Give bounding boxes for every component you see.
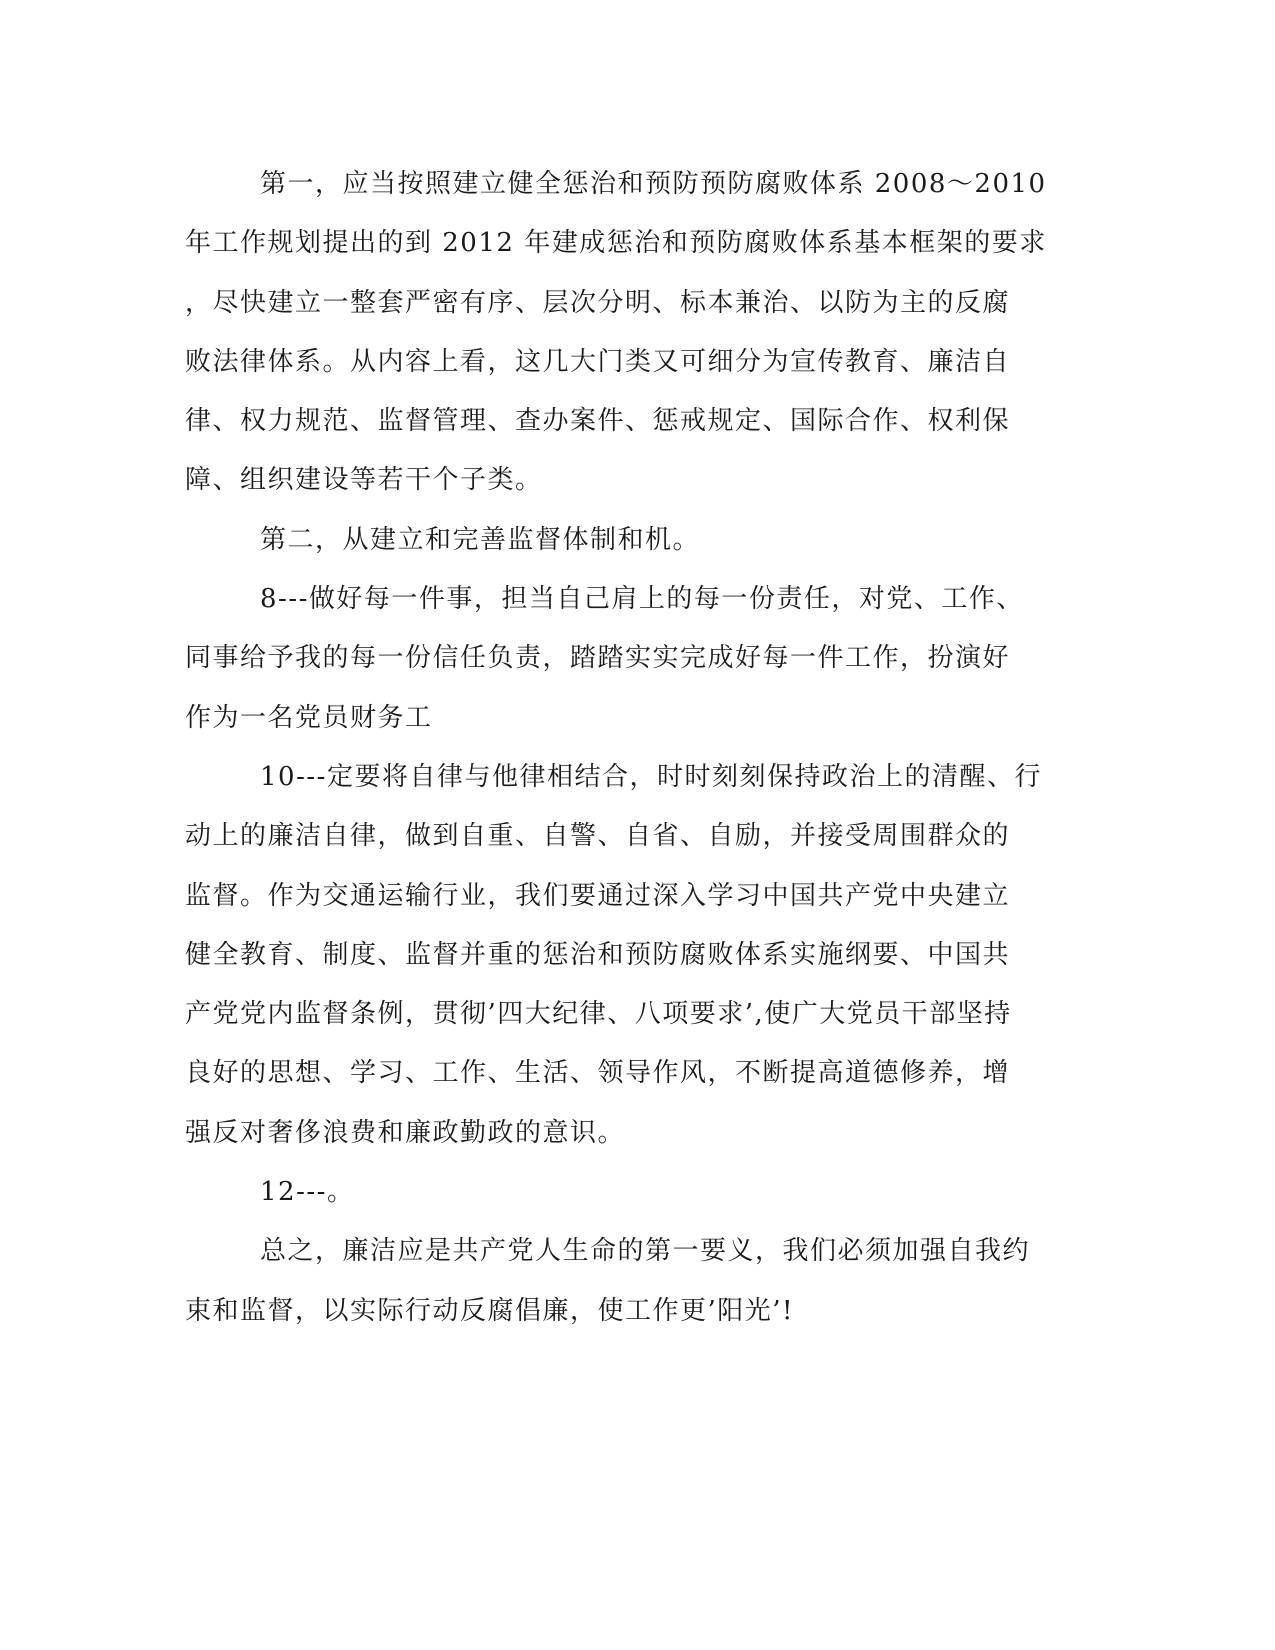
paragraph-4-line-1: 10---定要将自律与他律相结合，时时刻刻保持政治上的清醒、行 (260, 761, 1042, 792)
paragraph-4-line-4: 健全教育、制度、监督并重的惩治和预防腐败体系实施纲要、中国共 (185, 939, 1011, 970)
paragraph-4-line-5: 产党党内监督条例，贯彻’四大纪律、八项要求’,使广大党员干部坚持 (185, 999, 1012, 1030)
paragraph-4-line-3: 监督。作为交通运输行业，我们要通过深入学习中国共产党中央建立 (185, 880, 1011, 911)
document-body (185, 155, 1065, 1341)
paragraph-1-line-2: 年工作规划提出的到 2012 年建成惩治和预防腐败体系基本框架的要求 (185, 228, 1047, 259)
paragraph-6-line-1: 总之，廉洁应是共产党人生命的第一要义，我们必须加强自我约 (260, 1236, 1031, 1267)
paragraph-4-line-6: 良好的思想、学习、工作、生活、领导作风，不断提高道德修养，增 (185, 1058, 1011, 1089)
paragraph-3-line-1: 8---做好每一件事，担当自己肩上的每一份责任，对党、工作、 (260, 584, 1024, 615)
paragraph-2-line-1: 第二，从建立和完善监督体制和机。 (260, 524, 701, 555)
paragraph-4-line-7: 强反对奢侈浪费和廉政勤政的意识。 (185, 1117, 626, 1148)
paragraph-1-line-4: 败法律体系。从内容上看，这几大门类又可细分为宣传教育、廉洁自 (185, 346, 1011, 377)
paragraph-5-line-1: 12---。 (260, 1177, 355, 1208)
paragraph-3-line-2: 同事给予我的每一份信任负责，踏踏实实完成好每一件工作，扮演好 (185, 643, 1011, 674)
paragraph-3-line-3: 作为一名党员财务工 (185, 702, 433, 733)
paragraph-1-line-5: 律、权力规范、监督管理、查办案件、惩戒规定、国际合作、权利保 (185, 406, 1011, 437)
paragraph-1-line-1: 第一，应当按照建立健全惩治和预防预防腐败体系 2008～2010 (260, 169, 1047, 199)
paragraph-4-line-2: 动上的廉洁自律，做到自重、自警、自省、自励，并接受周围群众的 (185, 821, 1011, 852)
paragraph-1-line-3: ，尽快建立一整套严密有序、层次分明、标本兼治、以防为主的反腐 (185, 287, 1011, 318)
paragraph-6-line-2: 束和监督，以实际行动反腐倡廉，使工作更’阳光’! (185, 1295, 794, 1326)
paragraph-1-line-6: 障、组织建设等若干个子类。 (185, 465, 543, 496)
